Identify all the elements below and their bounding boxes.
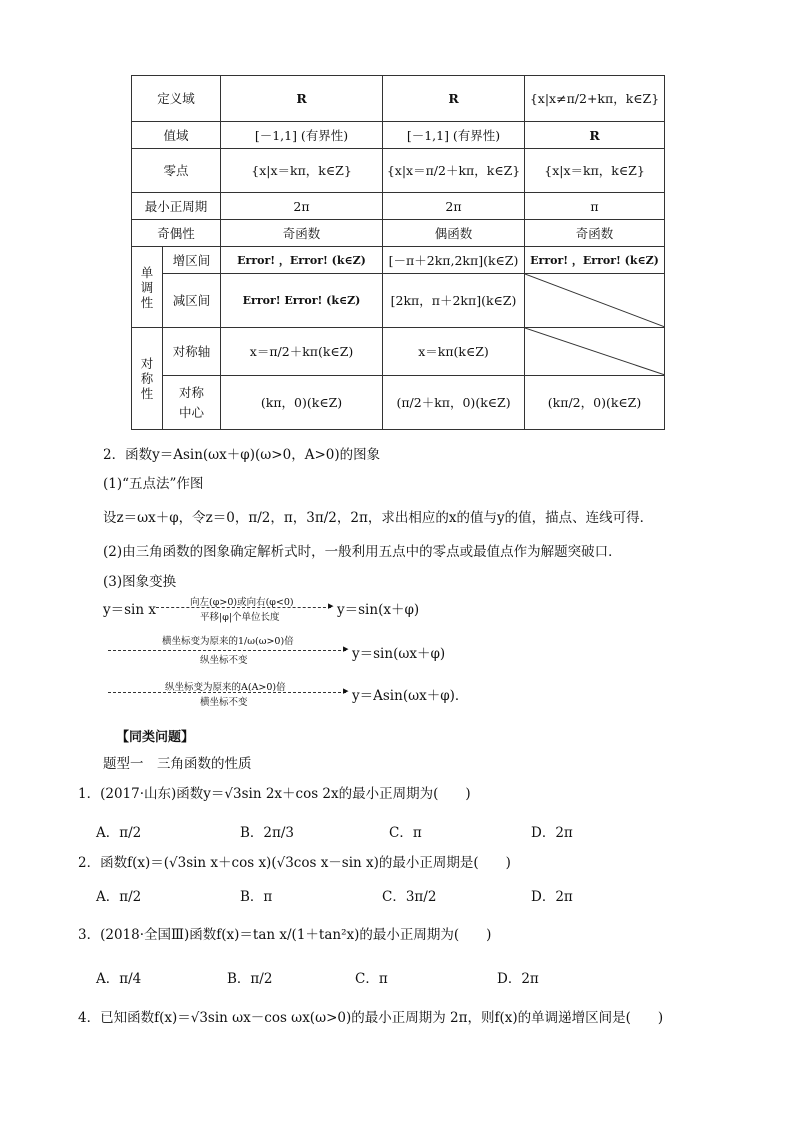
paragraph: 设z＝ωx＋φ，令z＝0，π/2，π，3π/2，2π，求出相应的x的值与y的值，描点、连线可得． [103,510,654,526]
transform-to: y＝sin(x＋φ) [337,602,420,618]
cell: Error! ，Error! (k∈Z) [221,247,383,274]
empty-cell-diagonal [525,274,665,328]
group-text: 对称性 [140,356,154,401]
practice-heading: 【同类问题】 [116,730,195,745]
cell: π [525,193,665,220]
transform-from: y＝sin x [103,602,156,618]
option-b[interactable]: B．π [240,889,273,905]
table-row [132,76,665,122]
transform-to: y＝Asin(ωx＋φ)． [352,688,469,704]
paragraph: (3)图象变换 [103,574,177,590]
cell: Error! ，Error! (k∈Z) [525,247,665,274]
cell: 偶函数 [383,220,525,247]
cell: R [525,122,665,149]
cell: 奇函数 [525,220,665,247]
option-a[interactable]: A．π/2 [96,825,142,841]
cell: (kπ/2，0)(k∈Z) [525,376,665,430]
cell: {x|x＝kπ，k∈Z} [525,149,665,193]
transform-to: y＝sin(ωx＋φ) [352,646,446,662]
cell: R [221,76,383,122]
section-title: 2．函数y＝Asin(ωx＋φ)(ω>0，A>0)的图象 [103,447,381,463]
cell: [－1,1] (有界性) [221,122,383,149]
empty-cell-diagonal [525,328,665,376]
group-label-monotonic [132,247,163,328]
table-row [132,274,665,328]
row-label: 奇偶性 [132,220,221,247]
row-label: 减区间 [163,274,221,328]
option-d[interactable]: D．2π [531,825,573,841]
cell: [－1,1] (有界性) [383,122,525,149]
option-a[interactable]: A．π/4 [96,971,142,987]
diagonal-line [525,328,665,375]
table-row [132,220,665,247]
group-text: 单调性 [140,264,154,310]
option-d[interactable]: D．2π [531,889,573,905]
table-row [132,149,665,193]
cell: 2π [221,193,383,220]
row-label: 增区间 [163,247,221,274]
table-row [132,376,665,430]
transform-label-bottom: 横坐标不变 [200,697,248,708]
diagonal-line [525,274,665,327]
cell: (kπ，0)(k∈Z) [221,376,383,430]
option-a[interactable]: A．π/2 [96,889,142,905]
option-c[interactable]: C．π [355,971,388,987]
arrow-head-icon: ▸ [328,599,334,612]
transform-label-top: 向左(φ>0)或向右(φ<0) [190,597,294,608]
cell: (π/2＋kπ，0)(k∈Z) [383,376,525,430]
cell: 2π [383,193,525,220]
question-stem: 3．(2018·全国Ⅲ)函数f(x)＝tan x/(1＋tan²x)的最小正周期为( ) [78,927,492,943]
trig-properties-table [131,75,665,430]
cell: x＝kπ(k∈Z) [383,328,525,376]
option-b[interactable]: B．2π/3 [240,825,295,841]
question-type-title: 题型一 三角函数的性质 [103,756,252,772]
table-row [132,328,665,376]
row-label: 零点 [132,149,221,193]
dashed-arrow [108,650,346,651]
row-label: 最小正周期 [132,193,221,220]
option-c[interactable]: C．π [389,825,422,841]
row-label: 定义域 [132,76,221,122]
cell: [2kπ，π＋2kπ](k∈Z) [383,274,525,328]
cell: [－π＋2kπ,2kπ](k∈Z) [383,247,525,274]
question-stem: 1．(2017·山东)函数y＝√3sin 2x＋cos 2x的最小正周期为( ) [78,786,471,802]
transform-label-top: 横坐标变为原来的1/ω(ω>0)倍 [162,636,294,647]
cell: x＝π/2＋kπ(k∈Z) [221,328,383,376]
cell: {x|x≠π/2+kπ，k∈Z} [525,76,665,122]
option-d[interactable]: D．2π [497,971,539,987]
cell: R [383,76,525,122]
paragraph: (1)“五点法”作图 [103,476,204,492]
transform-label-top: 纵坐标变为原来的A(A>0)倍 [165,682,286,693]
cell: {x|x＝kπ，k∈Z} [221,149,383,193]
option-c[interactable]: C．3π/2 [382,889,437,905]
transform-label-bottom: 纵坐标不变 [200,655,248,666]
arrow-head-icon: ▸ [343,684,349,697]
table-row [132,247,665,274]
row-label: 对称轴 [163,328,221,376]
row-label [163,376,221,430]
transform-label-bottom: 平移|φ|个单位长度 [200,612,280,623]
row-label: 值域 [132,122,221,149]
table-row [132,122,665,149]
question-stem: 4．已知函数f(x)＝√3sin ωx－cos ωx(ω>0)的最小正周期为 2π，则f(x)的单调递增区间是( ) [78,1010,664,1026]
option-b[interactable]: B．π/2 [227,971,273,987]
cell: Error! Error! (k∈Z) [221,274,383,328]
group-label-symmetry [132,328,163,430]
arrow-head-icon: ▸ [343,642,349,655]
row-label-text: 对称中心 [178,384,204,420]
paragraph: (2)由三角函数的图象确定解析式时，一般利用五点中的零点或最值点作为解题突破口． [103,544,622,560]
cell: {x|x＝π/2＋kπ，k∈Z} [383,149,525,193]
table-row [132,193,665,220]
cell: 奇函数 [221,220,383,247]
question-stem: 2．函数f(x)＝(√3sin x＋cos x)(√3cos x－sin x)的最小正周期是( ) [78,855,511,871]
